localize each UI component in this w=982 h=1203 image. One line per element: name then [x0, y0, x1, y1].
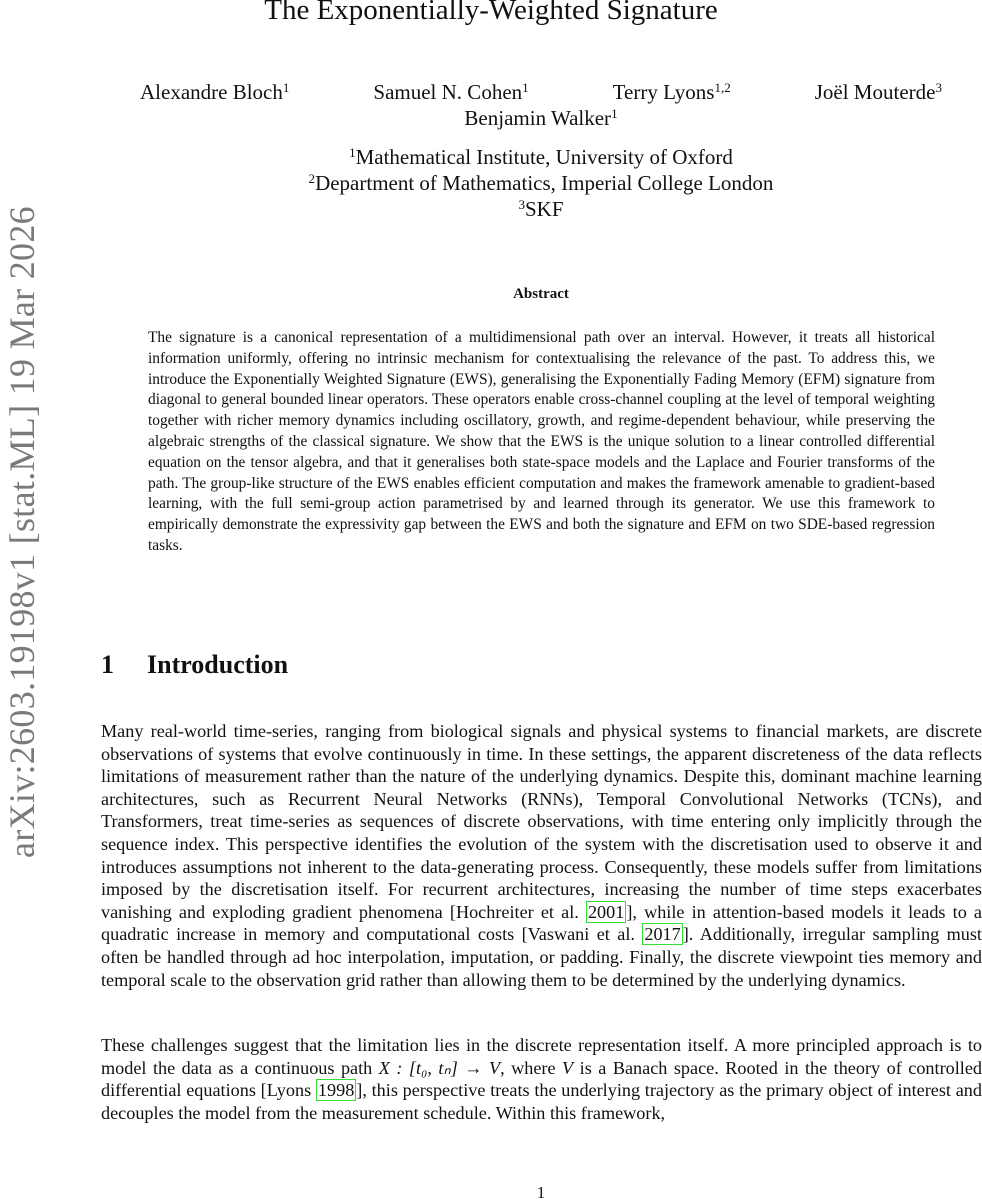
paragraph-text: , where: [500, 1057, 563, 1078]
author: Benjamin Walker$^1$: [464, 105, 618, 130]
intro-paragraph-1: [101, 720, 982, 991]
author-list: [140, 80, 942, 105]
abstract-text: The signature is a canonical representation of a multidimensional path over an interval. However, it treats all historical information uniformly, offering no intrinsic mechanism for contextualising the relevance of the past. To address this, we introduce the Exponentially Weighted Signature (EWS), generalising the Exponentially Fading Memory (EFM) signature from diagonal to general bounded linear operators. These operators enable cross-channel coupling at the level of temporal weighting together with richer memory dynamics including oscillatory, growth, and regime-dependent behaviour, while preserving the algebraic strengths of the classical signature. We show that the EWS is the unique solution to a linear controlled differential equation on the tensor algebra, and that it generalises both state-space models and the Laplace and Fourier transforms of the path. The group-like structure of the EWS enables efficient computation and makes the framework amenable to gradient-based learning, with the full semi-group action parametrised by and learned through its generator. We use this framework to empirically demonstrate the expressivity gap between the EWS and both the signature and EFM on two SDE-based regression tasks.: [148, 329, 935, 554]
affiliation-list: [0, 144, 982, 222]
section-title: Introduction: [147, 650, 289, 679]
affiliation: $^2$Department of Mathematics, Imperial College London: [308, 170, 774, 195]
citation-link-hochreiter[interactable]: 2001: [587, 901, 625, 922]
section-number: 1: [101, 650, 114, 679]
paragraph-text: ], while in attention-based models it leads to a quadratic increase in memory and computational costs [Vaswani et al.: [101, 901, 982, 945]
section-heading: [101, 650, 288, 680]
math-path-definition: X : [t₀, tₙ] → V: [378, 1057, 501, 1078]
citation-link-vaswani[interactable]: 2017: [644, 924, 681, 945]
paragraph-text: ]. Additionally, irregular sampling must often be handled through ad hoc interpolation, imputation, or padding. Finally, the discrete viewpoint ties memory and temporal scale to the observation grid rather than allowing them to be determined by the underlying dynamics.: [101, 924, 982, 990]
paper-title: The Exponentially-Weighted Signature: [264, 0, 718, 26]
intro-paragraph-2: [101, 1034, 982, 1124]
arxiv-stamp: arXiv:2603.19198v1 [stat.ML] 19 Mar 2026: [2, 206, 42, 858]
author-list-line2: [0, 106, 982, 131]
paragraph-text: Many real-world time-series, ranging from biological signals and physical systems to financial markets, are discrete observations of systems that evolve continuously in time. In these settings, the apparent discreteness of the data reflects limitations of measurement rather than the nature of the underlying dynamics. Despite this, dominant machine learning architectures, such as Recurrent Neural Networks (RNNs), Temporal Convolutional Networks (TCNs), and Transformers, treat time-series as sequences of discrete observations, with time entering only implicitly through the sequence index. This perspective identifies the evolution of the system with the discretisation used to observe it and introduces assumptions not inherent to the data-generating process. Consequently, these models suffer from limitations imposed by the discretisation itself. For recurrent architectures, increasing the number of time steps exacerbates vanishing and exploding gradient phenomena [Hochreiter et al.: [101, 721, 982, 922]
citation-link-lyons[interactable]: 1998: [317, 1080, 355, 1101]
author: Alexandre Bloch$^1$: [140, 79, 290, 104]
abstract-heading: Abstract: [513, 286, 569, 302]
affiliation: $^1$Mathematical Institute, University of Oxford: [349, 144, 733, 169]
math-banach-space: V: [562, 1057, 574, 1078]
paragraph-text: These challenges suggest that the limitation lies in the discrete representation itself. A more principled approach is to model the data as a continuous path: [101, 1035, 982, 1078]
paragraph-text: ], this perspective treats the underlying trajectory as the primary object of interest and decouples the model from the measurement schedule. Within this framework,: [101, 1080, 982, 1123]
page-number: 1: [536, 1183, 546, 1202]
author: Joël Mouterde$^3$: [814, 79, 942, 104]
author: Samuel N. Cohen$^1$: [373, 79, 529, 104]
paragraph-text: is a Banach space. Rooted in the theory of controlled differential equations [Lyons: [101, 1057, 982, 1101]
author: Terry Lyons$^{1,2}$: [612, 79, 731, 104]
affiliation: $^3$SKF: [518, 196, 564, 221]
